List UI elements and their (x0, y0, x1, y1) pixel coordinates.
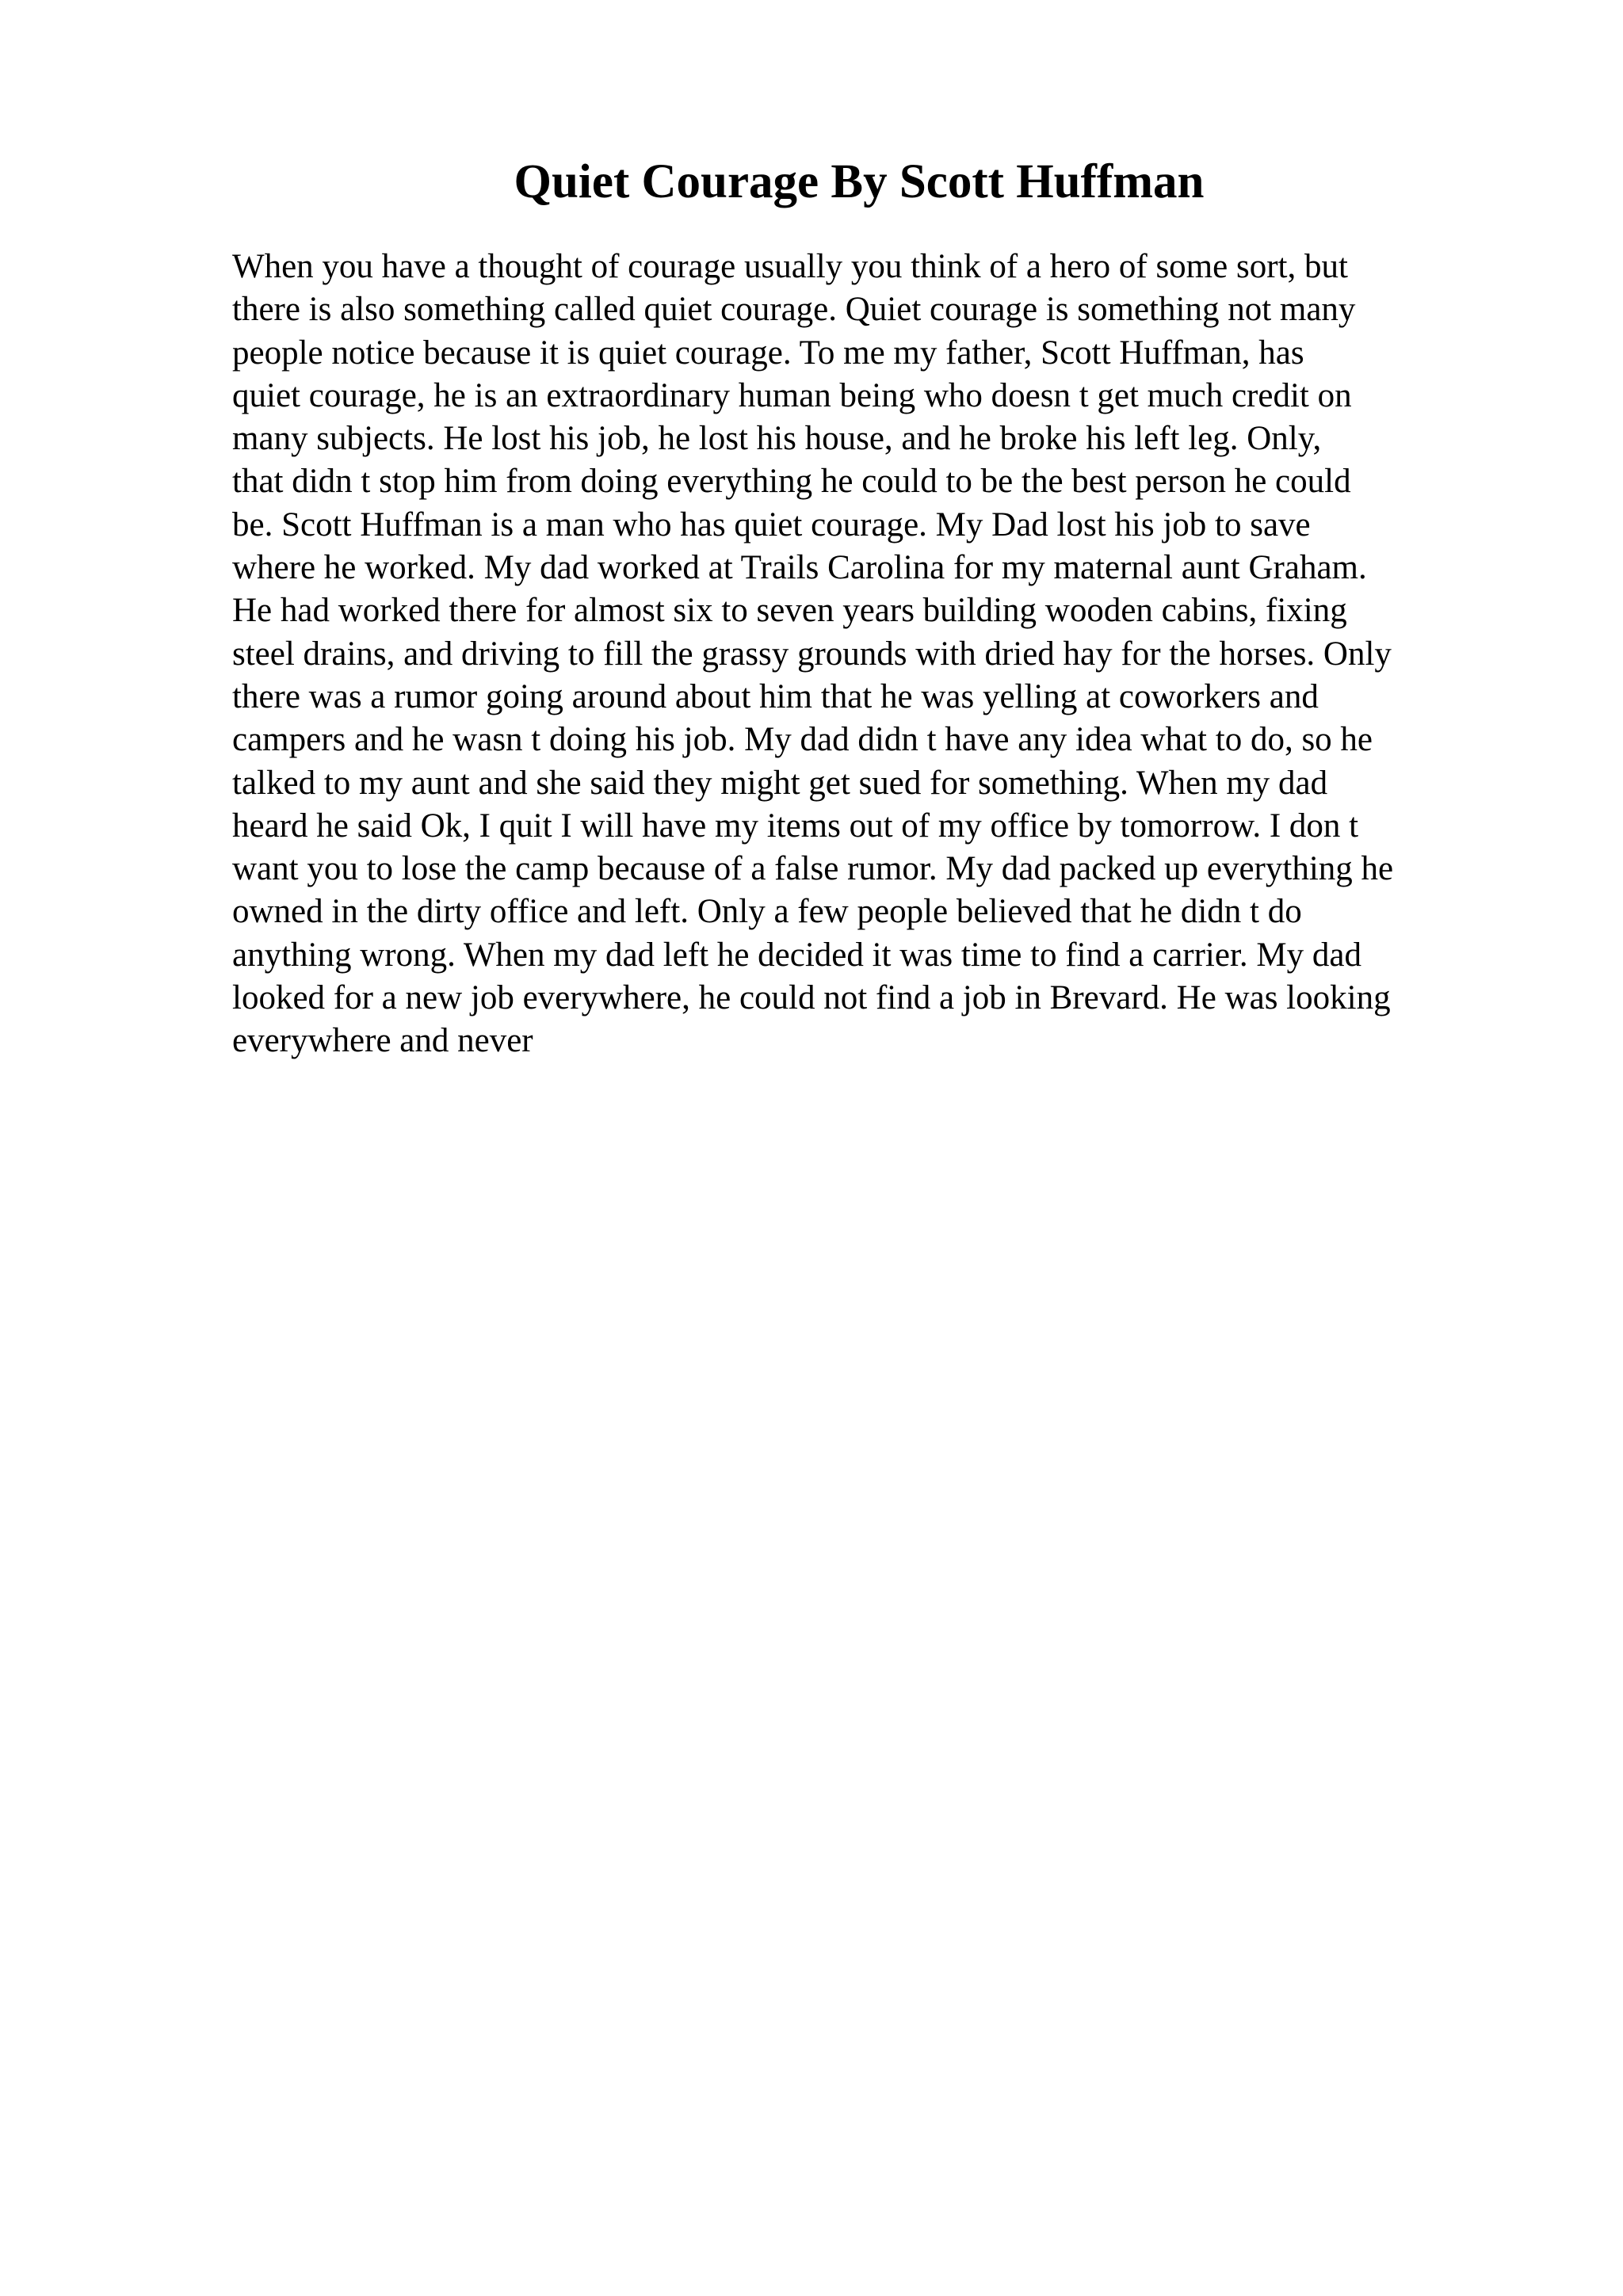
document-title: Quiet Courage By Scott Huffman (514, 155, 1205, 208)
body-line: everywhere and never (232, 1022, 533, 1060)
body-line: anything wrong. When my dad left he decided it was time to find a carrier. My dad (232, 936, 1361, 974)
document-body (232, 246, 1516, 1063)
body-line: talked to my aunt and she said they might get sued for something. When my dad (232, 764, 1328, 802)
body-line: owned in the dirty office and left. Only a few people believed that he didn t do (232, 893, 1302, 931)
body-line: heard he said Ok, I quit I will have my items out of my office by tomorrow. I don t (232, 807, 1359, 845)
body-line: that didn t stop him from doing everything he could to be the best person he could (232, 463, 1351, 501)
body-line: quiet courage, he is an extraordinary human being who doesn t get much credit on (232, 376, 1352, 414)
body-line: there was a rumor going around about him that he was yelling at coworkers and (232, 677, 1319, 715)
body-line: steel drains, and driving to fill the grassy grounds with dried hay for the horses. Only (232, 635, 1392, 673)
body-line: He had worked there for almost six to seven years building wooden cabins, fixing (232, 592, 1347, 630)
body-line: looked for a new job everywhere, he could not find a job in Brevard. He was looking (232, 979, 1391, 1017)
body-line: want you to lose the camp because of a false rumor. My dad packed up everything he (232, 850, 1394, 888)
body-line: be. Scott Huffman is a man who has quiet courage. My Dad lost his job to save (232, 505, 1311, 543)
body-line: campers and he wasn t doing his job. My dad didn t have any idea what to do, so he (232, 721, 1373, 759)
body-line: where he worked. My dad worked at Trails Carolina for my maternal aunt Graham. (232, 549, 1367, 587)
body-line: When you have a thought of courage usually you think of a hero of some sort, but (232, 248, 1348, 285)
body-line: people notice because it is quiet courage. To me my father, Scott Huffman, has (232, 334, 1304, 372)
body-line: many subjects. He lost his job, he lost his house, and he broke his left leg. Only, (232, 420, 1322, 458)
body-line: there is also something called quiet courage. Quiet courage is something not many (232, 291, 1356, 329)
